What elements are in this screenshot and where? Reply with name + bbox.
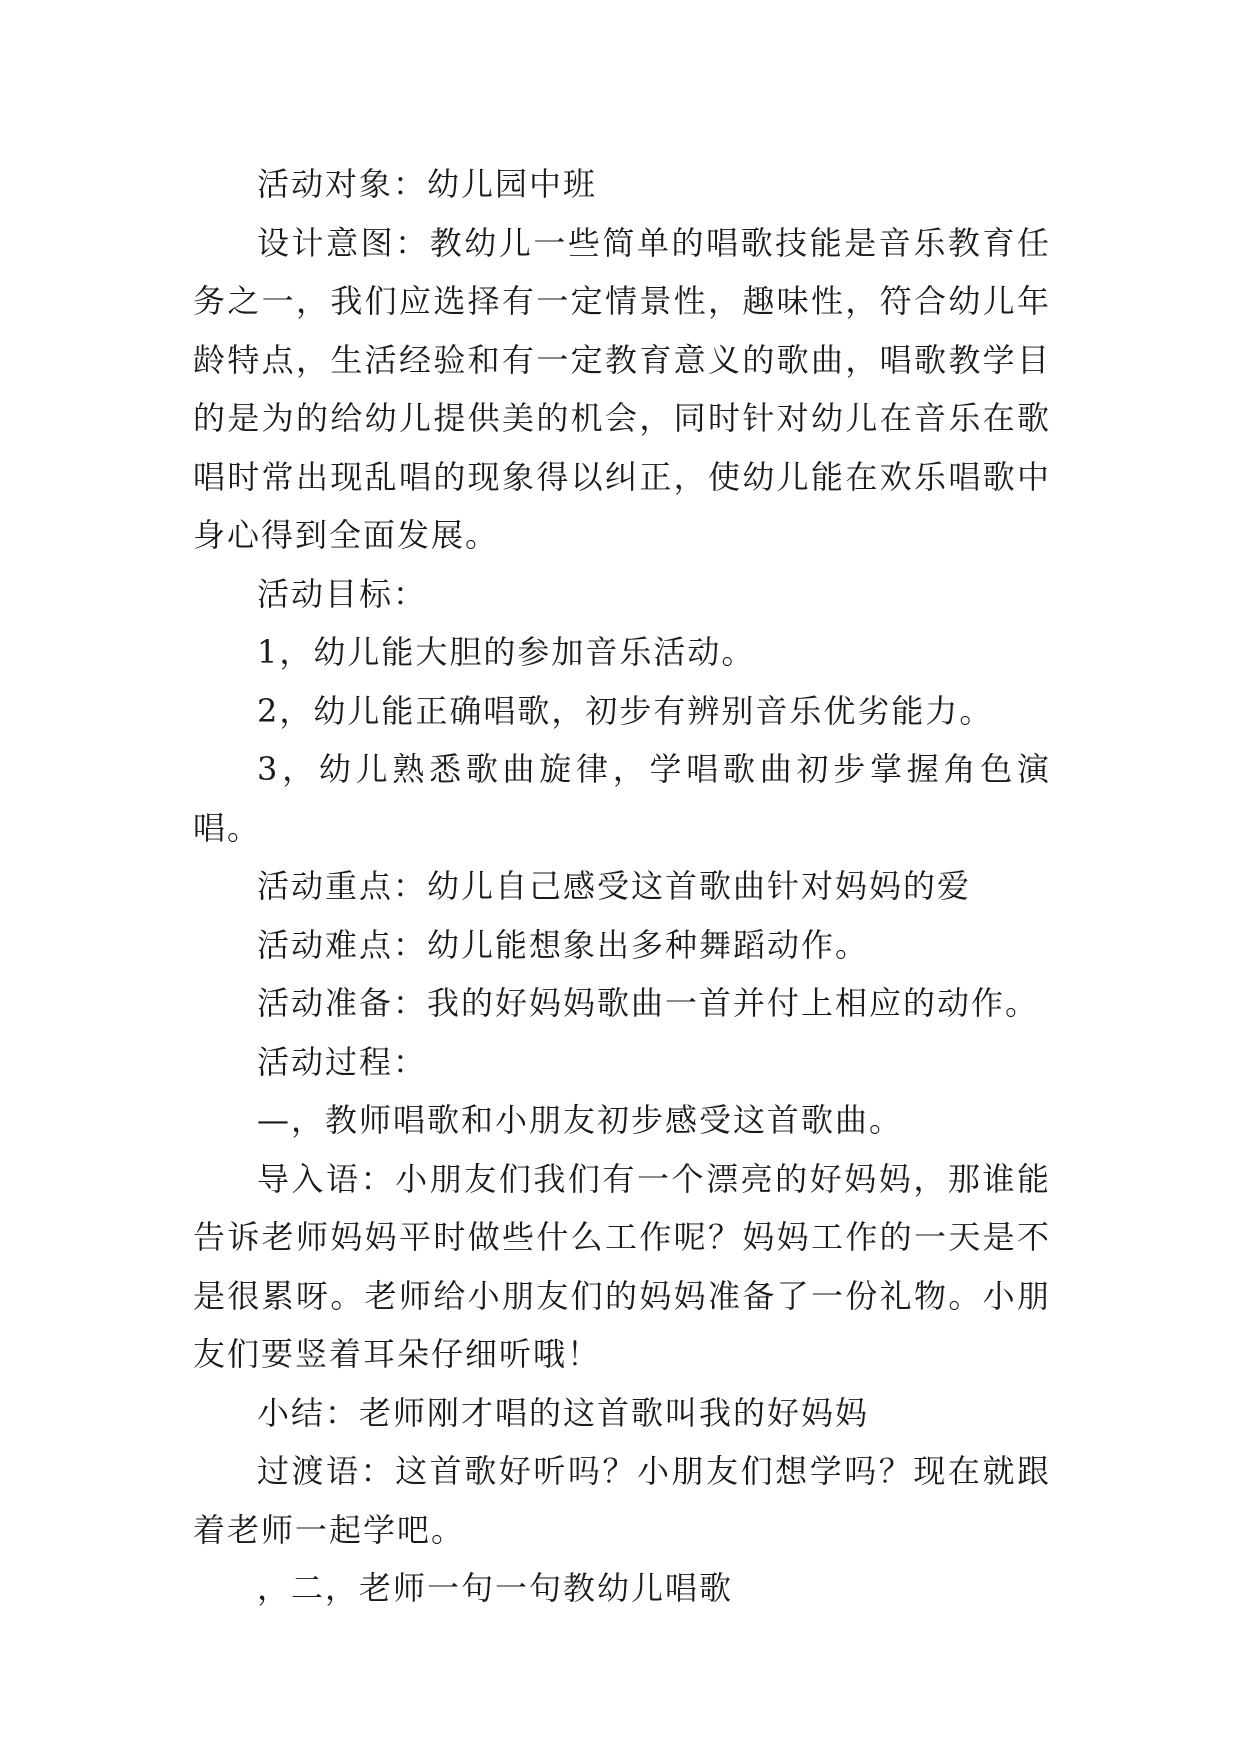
paragraph-activity-target: 活动对象：幼儿园中班 (257, 165, 598, 203)
paragraph-process-heading: 活动过程： (257, 1042, 428, 1081)
paragraph-step-1: —，教师唱歌和小朋友初步感受这首歌曲。 (257, 1101, 904, 1139)
paragraph-goal-2: 2，幼儿能正确唱歌，初步有辨别音乐优劣能力。 (257, 691, 994, 730)
paragraph-introduction: 导入语：小朋友们我们有一个漂亮的好妈妈，那谁能告诉老师妈妈平时做些什么工作呢？妈妈工作的一天是不是很累呀。老师给小朋友们的妈妈准备了一份礼物。小朋友们要竖着耳朵仔细听哦！ (193, 1159, 1051, 1373)
paragraph-preparation: 活动准备：我的好妈妈歌曲一首并付上相应的动作。 (257, 984, 1040, 1022)
paragraph-transition: 过渡语：这首歌好听吗？小朋友们想学吗？现在就跟着老师一起学吧。 (193, 1452, 1051, 1549)
paragraph-design-intent: 设计意图：教幼儿一些简单的唱歌技能是音乐教育任务之一，我们应选择有一定情景性，趣味性，符合幼儿年龄特点，生活经验和有一定教育意义的歌曲，唱歌教学目的是为的给幼儿提供美的机会，同时针对幼儿在音乐在歌唱时常出现乱唱的现象得以纠正，使幼儿能在欢乐唱歌中身心得到全面发展。 (193, 223, 1051, 554)
paragraph-summary: 小结：老师刚才唱的这首歌叫我的好妈妈 (257, 1393, 870, 1432)
paragraph-difficulty: 活动难点：幼儿能想象出多种舞蹈动作。 (257, 925, 870, 964)
paragraph-goal-3: 3，幼儿熟悉歌曲旋律，学唱歌曲初步掌握角色演唱。 (193, 750, 1051, 847)
paragraph-step-2: ，二，老师一句一句教幼儿唱歌 (257, 1569, 734, 1607)
paragraph-goal-1: 1，幼儿能大胆的参加音乐活动。 (257, 633, 756, 671)
paragraph-goals-heading: 活动目标： (257, 574, 428, 613)
document-body (193, 155, 1051, 1618)
paragraph-key-point: 活动重点：幼儿自己感受这首歌曲针对妈妈的爱 (257, 867, 972, 905)
